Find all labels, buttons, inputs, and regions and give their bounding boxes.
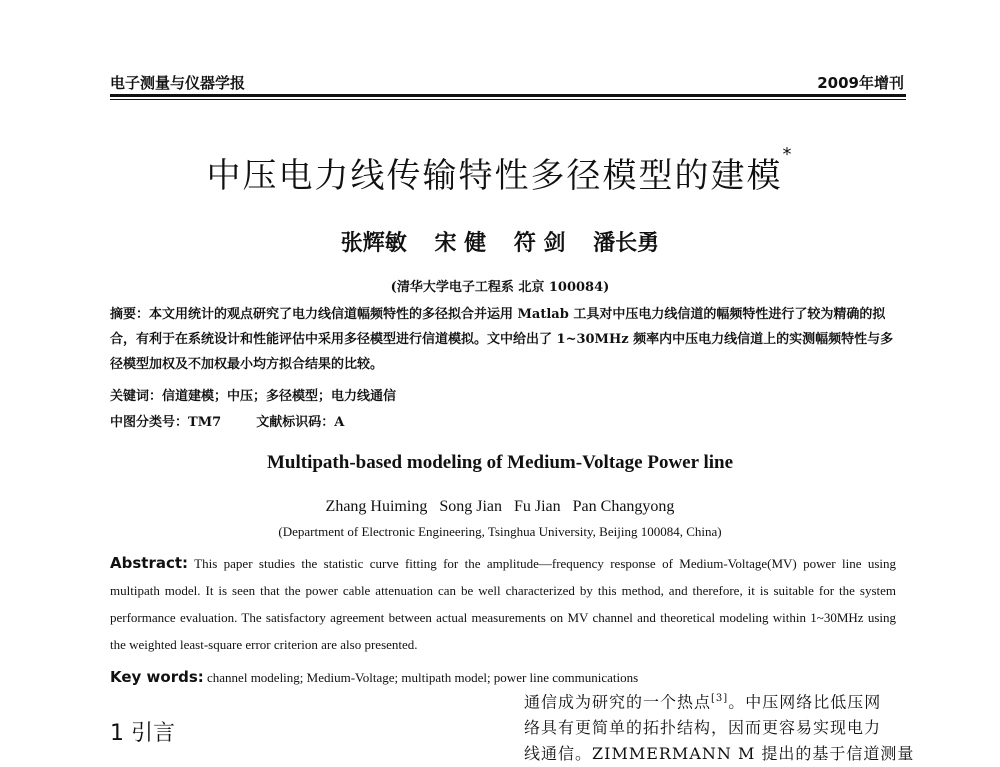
header-rule-thin <box>110 99 906 100</box>
en-abstract-text: This paper studies the statistic curve fitting for the amplitude—frequency response of Medium-Voltage(MV) power line using multipath model. It is seen that the power cable attenuation can be well characterized by this method, and therefore, it is suitable for the system performance evaluation. The satisfactory agreement between actual measurements on MV channel and theoretical modeling within 1~30MHz using the weighted least-square error criterion are also presented. <box>110 556 897 652</box>
clc-label: 中图分类号： <box>110 415 189 430</box>
cn-abstract-text: 本文用统计的观点研究了电力线信道幅频特性的多径拟合并运用 Matlab 工具对中压电力线信道的幅频特性进行了较为精确的拟合，有利于在系统设计和性能评估中采用多径模型进行信道模拟。文中给出了 1~30MHz 频率内中压电力线信道上的实测幅频特性与多径模型加权及不加权最小均方拟合结果的比较。 <box>110 307 894 372</box>
en-author: Zhang Huiming <box>325 498 428 515</box>
header-rule <box>110 94 906 97</box>
cn-affiliation: (清华大学电子工程系 北京 100084) <box>390 280 610 295</box>
issue-label: 2009年增刊 <box>817 74 904 92</box>
en-keywords-label: Key words: <box>110 668 204 686</box>
citation-ref[interactable]: [3] <box>711 693 729 704</box>
en-affiliation: (Department of Electronic Engineering, Tsinghua University, Beijing 100084, China) <box>278 524 722 539</box>
body-line: 通信成为研究的一个热点[3]。中压网络比低压网 <box>524 692 882 712</box>
cn-keywords-label: 关键词： <box>110 389 163 404</box>
en-author: Fu Jian <box>513 498 561 515</box>
en-author: Song Jian <box>439 498 502 515</box>
en-title: Multipath-based modeling of Medium-Voltage Power line <box>266 452 734 473</box>
en-keywords-text: channel modeling; Medium-Voltage; multipath model; power line communications <box>207 670 639 685</box>
section-heading: 1 引言 <box>110 721 175 746</box>
en-author: Pan Changyong <box>572 498 675 515</box>
body-text-right-column <box>524 686 915 767</box>
en-abstract <box>110 550 896 658</box>
cn-author: 潘长勇 <box>593 230 660 256</box>
en-author-list <box>0 498 1000 516</box>
doc-code-label: 文献标识码： <box>256 415 335 430</box>
paper-title <box>0 144 1000 197</box>
title-footnote-mark: * <box>782 144 794 165</box>
paper-title-text: 中压电力线传输特性多径模型的建模 <box>206 156 783 196</box>
doc-code-value: A <box>334 415 345 430</box>
body-line: 线通信。ZIMMERMANN M 提出的基于信道测量 <box>524 744 915 764</box>
cn-author: 符 剑 <box>513 230 566 256</box>
cn-author-list <box>0 226 1000 257</box>
clc-value: TM7 <box>188 415 222 430</box>
cn-author: 张辉敏 <box>340 230 407 256</box>
cn-classification <box>110 410 900 435</box>
cn-keywords <box>110 384 900 409</box>
cn-author: 宋 健 <box>434 230 487 256</box>
journal-name: 电子测量与仪器学报 <box>110 74 246 92</box>
cn-abstract <box>110 302 900 377</box>
body-line: 络具有更简单的拓扑结构，因而更容易实现电力 <box>524 718 882 738</box>
cn-keywords-text: 信道建模；中压；多径模型；电力线通信 <box>162 389 397 404</box>
en-abstract-label: Abstract: <box>110 554 189 572</box>
cn-abstract-label: 摘要： <box>110 307 150 322</box>
